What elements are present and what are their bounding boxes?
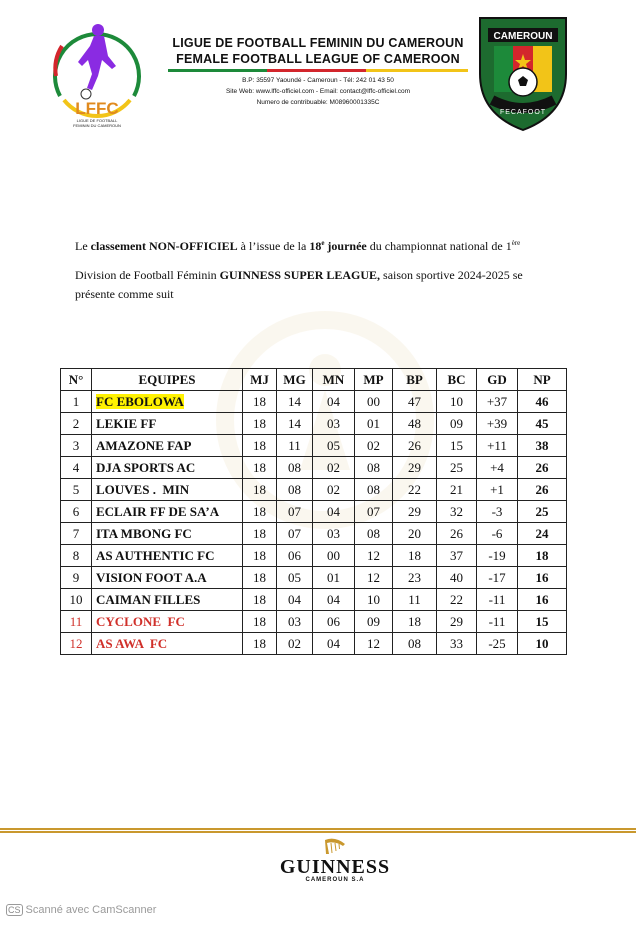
cell-np: 46 bbox=[518, 391, 567, 413]
cell-mg: 08 bbox=[277, 457, 313, 479]
cell-bp: 26 bbox=[393, 435, 437, 457]
table-row bbox=[61, 567, 567, 589]
intro-text: à l’issue de la bbox=[237, 239, 310, 253]
cell-mn: 05 bbox=[313, 435, 355, 457]
cell-bp: 08 bbox=[393, 633, 437, 655]
table-row bbox=[61, 523, 567, 545]
cell-rank: 4 bbox=[61, 457, 92, 479]
header-mn: MN bbox=[313, 369, 355, 391]
cell-rank: 3 bbox=[61, 435, 92, 457]
header-np: NP bbox=[518, 369, 567, 391]
cell-np: 10 bbox=[518, 633, 567, 655]
cell-gd: -11 bbox=[477, 611, 518, 633]
intro-matchday: 18 bbox=[309, 239, 322, 253]
cell-bc: 37 bbox=[437, 545, 477, 567]
contact-web: Site Web: www.lffc-officiel.com - Email: contact@lffc-officiel.com bbox=[225, 88, 411, 95]
cell-bp: 20 bbox=[393, 523, 437, 545]
cell-mp: 01 bbox=[355, 413, 393, 435]
cell-bc: 29 bbox=[437, 611, 477, 633]
cell-bc: 15 bbox=[437, 435, 477, 457]
flag-stripe bbox=[168, 69, 468, 72]
cell-team: CYCLONE FC bbox=[92, 611, 243, 633]
table-row bbox=[61, 633, 567, 655]
cell-bc: 40 bbox=[437, 567, 477, 589]
cell-team: AS AUTHENTIC FC bbox=[92, 545, 243, 567]
cell-mp: 12 bbox=[355, 633, 393, 655]
intro-text: Le bbox=[75, 239, 91, 253]
cell-gd: -25 bbox=[477, 633, 518, 655]
cell-mg: 06 bbox=[277, 545, 313, 567]
cell-mg: 11 bbox=[277, 435, 313, 457]
cell-team: DJA SPORTS AC bbox=[92, 457, 243, 479]
cell-rank: 6 bbox=[61, 501, 92, 523]
harp-icon bbox=[323, 838, 347, 856]
cell-mj: 18 bbox=[243, 545, 277, 567]
table-row bbox=[61, 611, 567, 633]
cell-bp: 18 bbox=[393, 611, 437, 633]
cell-mp: 00 bbox=[355, 391, 393, 413]
intro-text: saison sportive 2024-2025 se bbox=[380, 268, 523, 282]
cell-mp: 02 bbox=[355, 435, 393, 457]
intro-sup: ère bbox=[511, 239, 521, 247]
cell-np: 45 bbox=[518, 413, 567, 435]
table-row bbox=[61, 545, 567, 567]
cell-gd: +11 bbox=[477, 435, 518, 457]
cell-mn: 04 bbox=[313, 501, 355, 523]
cell-mj: 18 bbox=[243, 611, 277, 633]
cell-rank: 10 bbox=[61, 589, 92, 611]
cell-bp: 23 bbox=[393, 567, 437, 589]
intro-line-2 bbox=[75, 264, 567, 286]
cell-team bbox=[92, 391, 243, 413]
cell-mg: 14 bbox=[277, 391, 313, 413]
cell-mg: 02 bbox=[277, 633, 313, 655]
cell-rank: 1 bbox=[61, 391, 92, 413]
footer-stripe bbox=[0, 828, 636, 833]
cell-mj: 18 bbox=[243, 567, 277, 589]
fecafoot-crest bbox=[474, 14, 572, 132]
intro-bold-classement: classement NON-OFFICIEL bbox=[90, 239, 238, 253]
cell-rank: 12 bbox=[61, 633, 92, 655]
league-name-en: FEMALE FOOTBALL LEAGUE OF CAMEROON bbox=[176, 52, 460, 66]
cell-mj: 18 bbox=[243, 633, 277, 655]
cell-gd: -11 bbox=[477, 589, 518, 611]
header-gd: GD bbox=[477, 369, 518, 391]
header-bc: BC bbox=[437, 369, 477, 391]
standings-table bbox=[60, 368, 567, 655]
cell-mp: 07 bbox=[355, 501, 393, 523]
intro-journee: journée bbox=[324, 239, 367, 253]
cell-team: LEKIE FF bbox=[92, 413, 243, 435]
cell-bp: 29 bbox=[393, 457, 437, 479]
cell-team: ITA MBONG FC bbox=[92, 523, 243, 545]
cell-gd: +4 bbox=[477, 457, 518, 479]
cell-np: 15 bbox=[518, 611, 567, 633]
guinness-logo bbox=[270, 838, 400, 888]
cell-bp: 48 bbox=[393, 413, 437, 435]
intro-text: Division de Football Féminin bbox=[75, 268, 220, 282]
cell-mn: 04 bbox=[313, 391, 355, 413]
cell-gd: -3 bbox=[477, 501, 518, 523]
league-name-fr: LIGUE DE FOOTBALL FEMININ DU CAMEROUN bbox=[172, 36, 464, 50]
cell-mn: 04 bbox=[313, 589, 355, 611]
cell-bp: 22 bbox=[393, 479, 437, 501]
cell-bc: 10 bbox=[437, 391, 477, 413]
intro-paragraph bbox=[75, 236, 567, 302]
cell-bp: 18 bbox=[393, 545, 437, 567]
lffc-logo-text: LFFC bbox=[75, 99, 119, 118]
cell-np: 16 bbox=[518, 567, 567, 589]
intro-sup: e bbox=[321, 239, 325, 247]
cell-mp: 12 bbox=[355, 567, 393, 589]
cell-mj: 18 bbox=[243, 391, 277, 413]
cell-mp: 08 bbox=[355, 523, 393, 545]
sponsor-name: GUINNESS bbox=[279, 856, 391, 878]
cell-np: 18 bbox=[518, 545, 567, 567]
cell-mg: 04 bbox=[277, 589, 313, 611]
cell-mj: 18 bbox=[243, 435, 277, 457]
cell-gd: +37 bbox=[477, 391, 518, 413]
league-header bbox=[160, 36, 476, 108]
cell-rank: 2 bbox=[61, 413, 92, 435]
cell-bp: 11 bbox=[393, 589, 437, 611]
cell-mn: 02 bbox=[313, 479, 355, 501]
cell-mg: 05 bbox=[277, 567, 313, 589]
header-mp: MP bbox=[355, 369, 393, 391]
cell-bc: 21 bbox=[437, 479, 477, 501]
cell-mg: 14 bbox=[277, 413, 313, 435]
cell-np: 38 bbox=[518, 435, 567, 457]
cell-gd: -19 bbox=[477, 545, 518, 567]
sponsor-subtitle: CAMEROUN S.A bbox=[305, 877, 365, 883]
cell-rank: 11 bbox=[61, 611, 92, 633]
cell-team: ECLAIR FF DE SA’A bbox=[92, 501, 243, 523]
cell-mg: 07 bbox=[277, 501, 313, 523]
svg-text:FEMININ DU CAMEROUN: FEMININ DU CAMEROUN bbox=[73, 123, 121, 128]
intro-line-3: présente comme suit bbox=[75, 287, 174, 301]
header-team: EQUIPES bbox=[92, 369, 243, 391]
cell-rank: 8 bbox=[61, 545, 92, 567]
table-row bbox=[61, 435, 567, 457]
cell-rank: 5 bbox=[61, 479, 92, 501]
cell-np: 26 bbox=[518, 457, 567, 479]
camscanner-watermark bbox=[6, 904, 156, 916]
camscanner-text: Scanné avec CamScanner bbox=[25, 904, 157, 916]
cell-bp: 29 bbox=[393, 501, 437, 523]
camscanner-icon: CS bbox=[8, 905, 21, 915]
cell-mg: 08 bbox=[277, 479, 313, 501]
cell-mp: 12 bbox=[355, 545, 393, 567]
table-row bbox=[61, 501, 567, 523]
cell-mn: 00 bbox=[313, 545, 355, 567]
cell-bc: 25 bbox=[437, 457, 477, 479]
header-bp: BP bbox=[393, 369, 437, 391]
table-row bbox=[61, 479, 567, 501]
intro-bold-league: GUINNESS SUPER LEAGUE, bbox=[219, 268, 381, 282]
cell-mp: 08 bbox=[355, 479, 393, 501]
cell-mg: 03 bbox=[277, 611, 313, 633]
cell-np: 16 bbox=[518, 589, 567, 611]
cell-np: 26 bbox=[518, 479, 567, 501]
svg-text:FECAFOOT: FECAFOOT bbox=[499, 109, 547, 116]
cell-mn: 03 bbox=[313, 523, 355, 545]
cell-mn: 01 bbox=[313, 567, 355, 589]
contact-taxpayer: Numero de contribuable: M08960001335C bbox=[256, 99, 380, 106]
cell-team: AMAZONE FAP bbox=[92, 435, 243, 457]
intro-line-1 bbox=[75, 236, 567, 256]
cell-bc: 32 bbox=[437, 501, 477, 523]
cell-mn: 06 bbox=[313, 611, 355, 633]
cell-bc: 22 bbox=[437, 589, 477, 611]
cell-team: AS AWA FC bbox=[92, 633, 243, 655]
table-row bbox=[61, 589, 567, 611]
cell-bc: 33 bbox=[437, 633, 477, 655]
cell-mp: 08 bbox=[355, 457, 393, 479]
lffc-logo bbox=[42, 16, 152, 128]
header-mg: MG bbox=[277, 369, 313, 391]
cell-mj: 18 bbox=[243, 589, 277, 611]
header-mj: MJ bbox=[243, 369, 277, 391]
cell-mp: 09 bbox=[355, 611, 393, 633]
cell-team: VISION FOOT A.A bbox=[92, 567, 243, 589]
cell-mj: 18 bbox=[243, 523, 277, 545]
cell-mj: 18 bbox=[243, 501, 277, 523]
contact-address: B.P: 35597 Yaoundé - Cameroun - Tél: 242 01 43 50 bbox=[242, 77, 394, 84]
cell-bc: 09 bbox=[437, 413, 477, 435]
cell-np: 25 bbox=[518, 501, 567, 523]
cell-mp: 10 bbox=[355, 589, 393, 611]
cell-mj: 18 bbox=[243, 457, 277, 479]
cell-mn: 02 bbox=[313, 457, 355, 479]
cell-gd: -6 bbox=[477, 523, 518, 545]
cell-mn: 03 bbox=[313, 413, 355, 435]
header-rank: N° bbox=[61, 369, 92, 391]
cell-np: 24 bbox=[518, 523, 567, 545]
table-row bbox=[61, 457, 567, 479]
cell-rank: 9 bbox=[61, 567, 92, 589]
cell-mg: 07 bbox=[277, 523, 313, 545]
intro-text: du championnat national de 1 bbox=[366, 239, 512, 253]
svg-text:CAMEROUN: CAMEROUN bbox=[493, 31, 553, 42]
cell-mj: 18 bbox=[243, 413, 277, 435]
cell-mj: 18 bbox=[243, 479, 277, 501]
cell-gd: +1 bbox=[477, 479, 518, 501]
cell-gd: +39 bbox=[477, 413, 518, 435]
team-name-highlighted: FC EBOLOWA bbox=[96, 393, 184, 409]
cell-bc: 26 bbox=[437, 523, 477, 545]
cell-mn: 04 bbox=[313, 633, 355, 655]
cell-rank: 7 bbox=[61, 523, 92, 545]
cell-team: LOUVES . MIN bbox=[92, 479, 243, 501]
cell-bp: 47 bbox=[393, 391, 437, 413]
table-row bbox=[61, 391, 567, 413]
table-row bbox=[61, 413, 567, 435]
svg-text:LIGUE DE FOOTBALL: LIGUE DE FOOTBALL bbox=[76, 118, 118, 123]
cell-team: CAIMAN FILLES bbox=[92, 589, 243, 611]
table-header-row bbox=[61, 369, 567, 391]
cell-gd: -17 bbox=[477, 567, 518, 589]
